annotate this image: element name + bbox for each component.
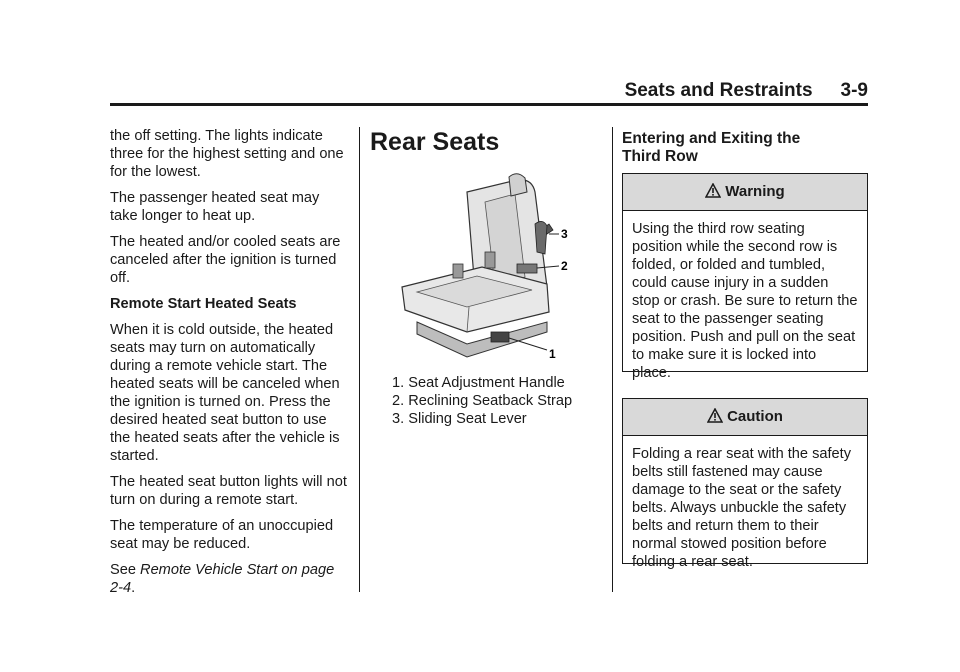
warning-text: Using the third row seating position while the second row is folded, or folded and tumbled, could cause injury in a sudden stop or crash. Be sure to return the seat to the passenger seating position. Push and pull on the seat to make sure it is locked into place. (632, 221, 858, 381)
section-heading: Entering and Exiting the Third Row (622, 130, 801, 165)
warning-title: Warning (623, 174, 867, 211)
paragraph: The temperature of an unoccupied seat may be reduced. (110, 518, 334, 552)
caution-text: Folding a rear seat with the safety belts still fastened may cause damage to the seat or the safety belts. Always unbuckle the safety belts and return them to their normal stowed position before folding a rear seat. (632, 446, 852, 570)
column-right (622, 130, 868, 178)
warning-box (622, 173, 868, 381)
figure-legend (392, 374, 572, 428)
cross-reference-link[interactable]: Remote Vehicle Start on page 2-4 (110, 562, 335, 596)
page-number: 3-9 (840, 80, 868, 101)
callout-2: 2 (561, 259, 568, 273)
see-reference: See Remote Vehicle Start on page 2-4. (110, 562, 335, 596)
caution-box (622, 398, 868, 570)
paragraph: The passenger heated seat may take longer to heat up. (110, 190, 320, 224)
legend-item: 2. Reclining Seatback Strap (392, 393, 573, 409)
subheading: Remote Start Heated Seats (110, 296, 297, 312)
paragraph: When it is cold outside, the heated seats may turn on automatically during a remote vehicle start. The heated seats will be canceled when the ignition is turned on. Press the desired heated seat button to use the heated seats after the vehicle is started. (110, 322, 340, 464)
column-divider (612, 127, 613, 592)
section-heading: Rear Seats (370, 128, 500, 156)
caution-icon (707, 408, 723, 424)
paragraph: The heated and/or cooled seats are canceled after the ignition is turned off. (110, 234, 341, 286)
page-header (110, 80, 868, 102)
legend-item: 3. Sliding Seat Lever (392, 411, 527, 427)
column-left (110, 127, 350, 605)
caution-title: Caution (623, 399, 867, 436)
callout-3: 3 (561, 227, 568, 241)
paragraph: The heated seat button lights will not turn on during a remote start. (110, 474, 347, 508)
paragraph: the off setting. The lights indicate three for the highest setting and one for the lowest. (110, 128, 344, 180)
warning-icon (705, 183, 721, 199)
header-rule (110, 103, 868, 106)
section-title: Seats and Restraints (624, 80, 813, 101)
rear-seat-illustration (397, 172, 572, 362)
callout-1: 1 (549, 347, 556, 361)
column-middle (370, 127, 606, 167)
column-divider (359, 127, 360, 592)
legend-item: 1. Seat Adjustment Handle (392, 375, 565, 391)
